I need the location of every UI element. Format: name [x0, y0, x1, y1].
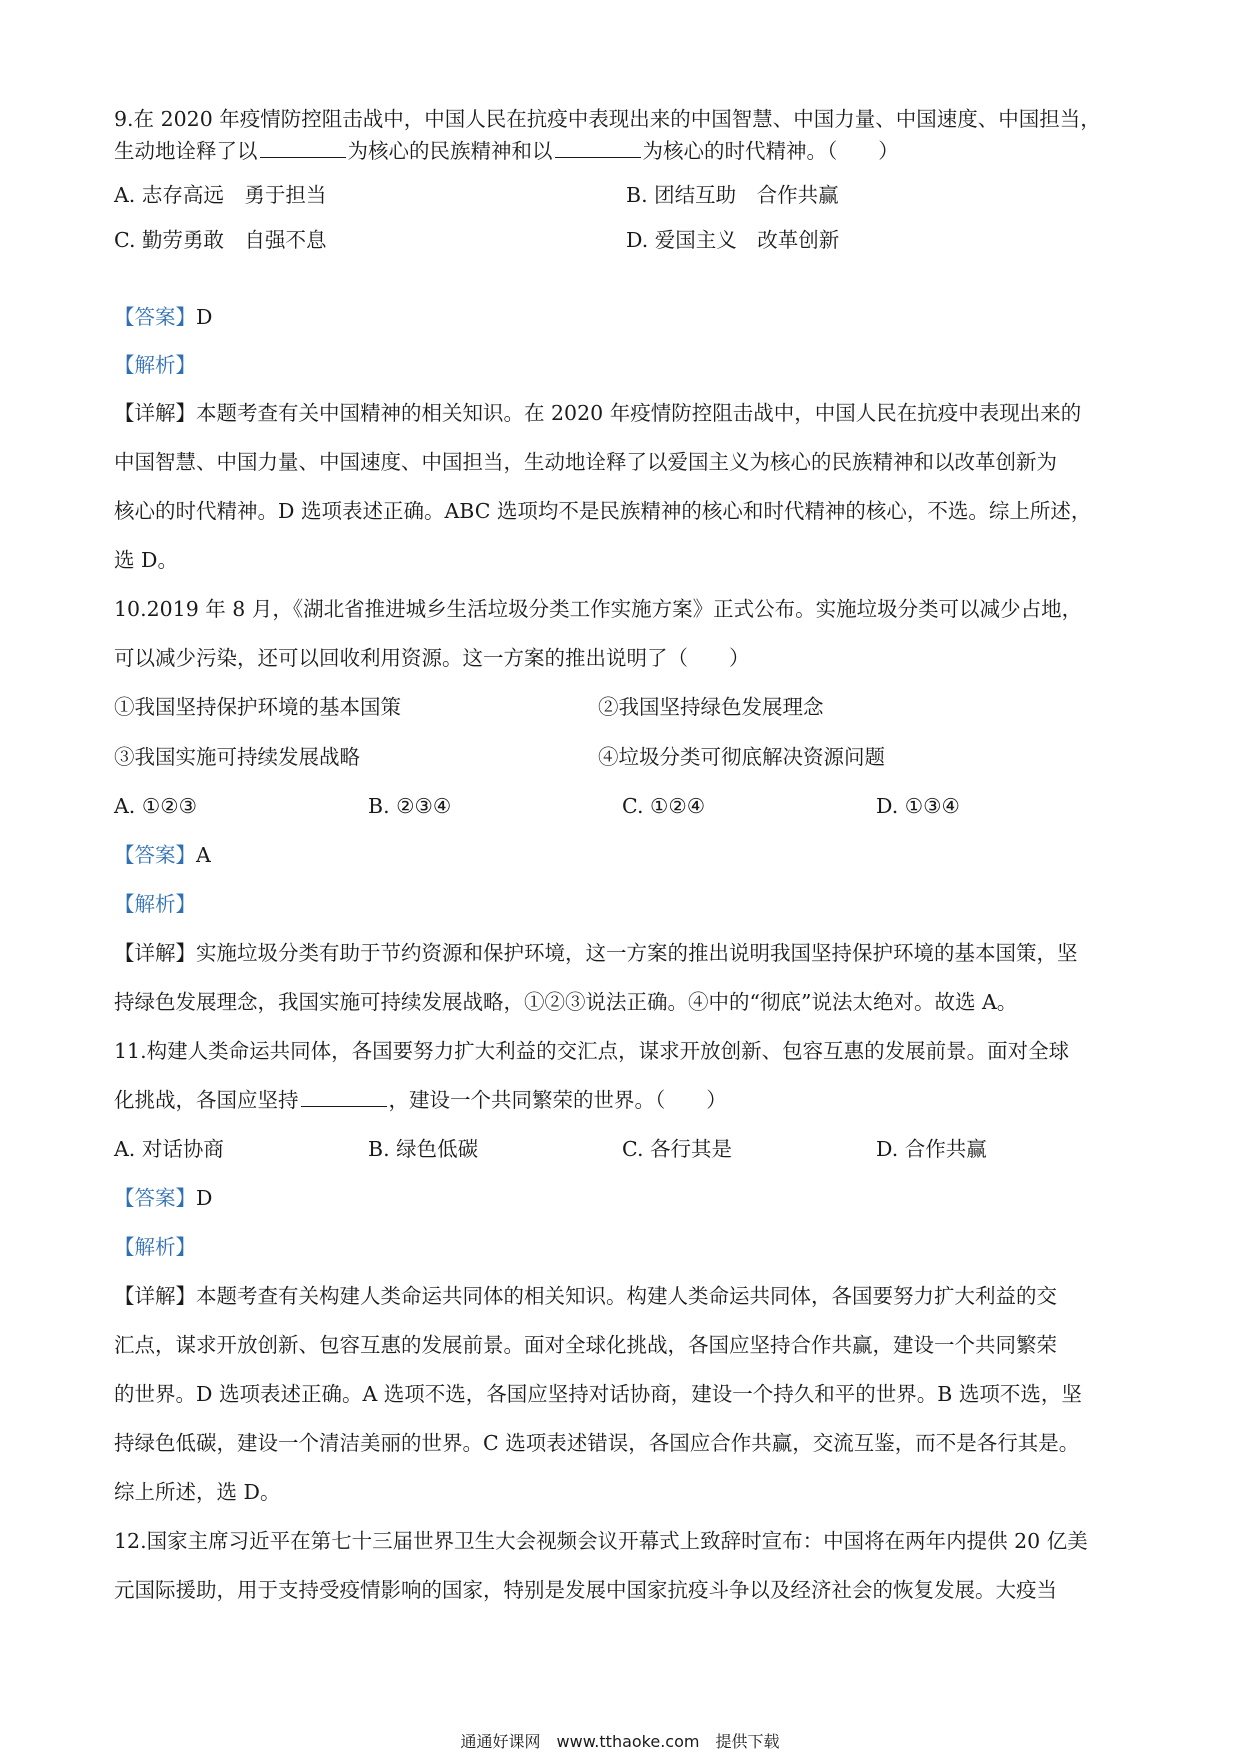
answer-label: 【答案】 — [114, 305, 196, 329]
q9-detail-line: 核心的时代精神。D 选项表述正确。ABC 选项均不是民族精神的核心和时代精神的核心，不选。综上所述， — [114, 499, 1092, 523]
q11-option-b: B. 绿色低碳 — [368, 1137, 479, 1161]
q10-analysis-label: 【解析】 — [114, 892, 196, 916]
q10-option-d: D. ①③④ — [876, 794, 960, 818]
q10-statement-1: ①我国坚持保护环境的基本国策 — [114, 695, 401, 719]
q10-option-a: A. ①②③ — [114, 794, 197, 818]
q9-option-b: B. 团结互助 合作共赢 — [626, 183, 839, 207]
q9-stem-part: 为核心的时代精神。（ ） — [642, 139, 899, 163]
q10-option-b: B. ②③④ — [368, 794, 452, 818]
q9-stem-part: 为核心的民族精神和以 — [347, 139, 553, 163]
q11-option-d: D. 合作共赢 — [876, 1137, 987, 1161]
footer-watermark: 通通好课网 www.tthaoke.com 提供下载 — [460, 1732, 780, 1751]
q11-stem-part: ，建设一个共同繁荣的世界。（ ） — [388, 1088, 727, 1112]
q11-detail-line: 的世界。D 选项表述正确。A 选项不选，各国应坚持对话协商，建设一个持久和平的世界。B 选项不选，坚 — [114, 1382, 1082, 1406]
q10-statement-2: ②我国坚持绿色发展理念 — [598, 695, 824, 719]
q10-answer — [114, 840, 1134, 870]
q11-option-c: C. 各行其是 — [622, 1137, 732, 1161]
q9-analysis-label: 【解析】 — [114, 353, 196, 377]
answer-value: A — [196, 843, 211, 867]
q9-option-a: A. 志存高远 勇于担当 — [114, 183, 327, 207]
q10-statement-3: ③我国实施可持续发展战略 — [114, 745, 360, 769]
q10-detail-line: 持绿色发展理念，我国实施可持续发展战略，①②③说法正确。④中的“彻底”说法太绝对。故选 A。 — [114, 990, 1018, 1014]
q9-detail-line: 【详解】本题考查有关中国精神的相关知识。在 2020 年疫情防控阻击战中，中国人民在抗疫中表现出来的 — [114, 401, 1082, 425]
q11-stem-part: 化挑战，各国应坚持 — [114, 1088, 299, 1112]
q9-option-c: C. 勤劳勇敢 自强不息 — [114, 228, 327, 252]
q9-answer — [114, 302, 1134, 332]
answer-value: D — [196, 305, 213, 329]
answer-blank — [260, 139, 346, 158]
q11-analysis-label: 【解析】 — [114, 1235, 196, 1259]
answer-blank — [301, 1088, 387, 1107]
q11-detail-line: 汇点，谋求开放创新、包容互惠的发展前景。面对全球化挑战，各国应坚持合作共赢，建设一个共同繁荣 — [114, 1333, 1057, 1357]
q9-detail-line: 选 D。 — [114, 548, 178, 572]
q12-stem-line-1: 12.国家主席习近平在第七十三届世界卫生大会视频会议开幕式上致辞时宣布：中国将在两年内提供 20 亿美 — [114, 1529, 1088, 1553]
q11-option-a: A. 对话协商 — [114, 1137, 224, 1161]
q11-stem-line-1: 11.构建人类命运共同体，各国要努力扩大利益的交汇点，谋求开放创新、包容互惠的发展前景。面对全球 — [114, 1039, 1070, 1063]
q10-statement-4: ④垃圾分类可彻底解决资源问题 — [598, 745, 885, 769]
q9-stem-part: 生动地诠释了以 — [114, 139, 258, 163]
q11-answer — [114, 1183, 1134, 1213]
answer-label: 【答案】 — [114, 843, 196, 867]
answer-value: D — [196, 1186, 213, 1210]
q10-stem-line-2: 可以减少污染，还可以回收利用资源。这一方案的推出说明了（ ） — [114, 646, 750, 670]
q9-stem-line-2 — [114, 136, 1134, 166]
answer-label: 【答案】 — [114, 1186, 196, 1210]
q10-option-c: C. ①②④ — [622, 794, 706, 818]
q11-detail-line: 综上所述，选 D。 — [114, 1480, 281, 1504]
q12-stem-line-2: 元国际援助，用于支持受疫情影响的国家，特别是发展中国家抗疫斗争以及经济社会的恢复发展。大疫当 — [114, 1578, 1057, 1602]
q9-detail-line: 中国智慧、中国力量、中国速度、中国担当，生动地诠释了以爱国主义为核心的民族精神和以改革创新为 — [114, 450, 1057, 474]
q9-stem-line-1: 9.在 2020 年疫情防控阻击战中，中国人民在抗疫中表现出来的中国智慧、中国力量、中国速度、中国担当， — [114, 107, 1101, 131]
q9-option-d: D. 爱国主义 改革创新 — [626, 228, 840, 252]
answer-blank — [555, 139, 641, 158]
q11-stem-line-2 — [114, 1085, 1134, 1115]
q11-detail-line: 【详解】本题考查有关构建人类命运共同体的相关知识。构建人类命运共同体，各国要努力扩大利益的交 — [114, 1284, 1057, 1308]
q11-detail-line: 持绿色低碳，建设一个清洁美丽的世界。C 选项表述错误，各国应合作共赢，交流互鉴，而不是各行其是。 — [114, 1431, 1080, 1455]
q10-stem-line-1: 10.2019 年 8 月，《湖北省推进城乡生活垃圾分类工作实施方案》正式公布。实施垃圾分类可以减少占地， — [114, 597, 1083, 621]
q10-detail-line: 【详解】实施垃圾分类有助于节约资源和保护环境，这一方案的推出说明我国坚持保护环境的基本国策，坚 — [114, 941, 1078, 965]
